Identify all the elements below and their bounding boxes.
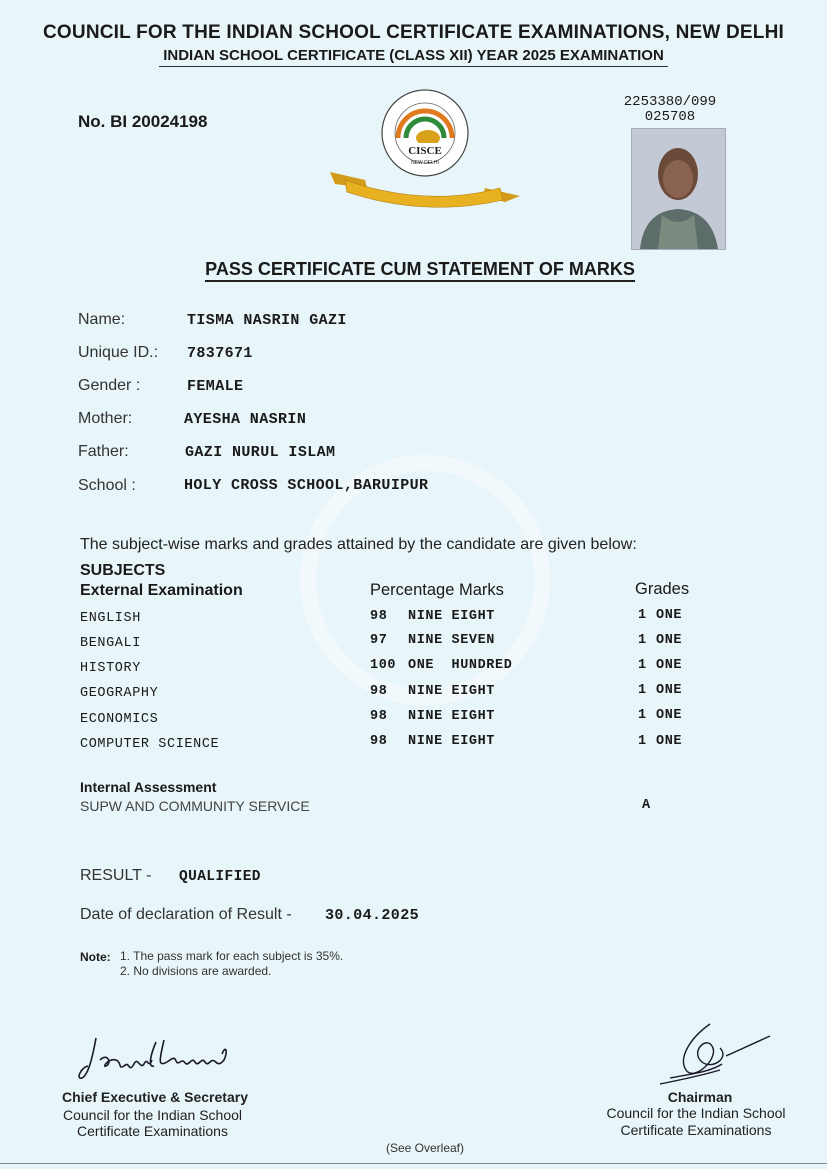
unique-id-value: 7837671: [187, 345, 253, 362]
internal-subject: SUPW AND COMMUNITY SERVICE: [80, 798, 310, 814]
subjects-header: SUBJECTS: [80, 562, 166, 579]
father-name: GAZI NURUL ISLAM: [185, 444, 336, 461]
grade-words: ONE: [656, 708, 683, 723]
candidate-name: TISMA NASRIN GAZI: [187, 312, 347, 329]
candidate-photo: [631, 128, 726, 250]
certificate-number: No. BI 20024198: [78, 112, 208, 131]
grade-words: ONE: [656, 658, 683, 673]
cisce-logo-icon: [325, 88, 525, 218]
marks-value: 97: [370, 633, 388, 648]
external-exam-header: External Examination: [80, 582, 243, 599]
marks-value: 98: [370, 734, 388, 749]
grade-words: ONE: [656, 633, 683, 648]
chief-executive-signature: [78, 1030, 238, 1090]
internal-assessment-header: Internal Assessment: [80, 779, 217, 795]
internal-grade: A: [642, 798, 651, 813]
handwritten-signature-icon: [650, 1018, 780, 1090]
chairman-org-line1: Council for the Indian School: [606, 1105, 786, 1121]
grade-value: 1: [638, 608, 647, 623]
chairman-signature: [650, 1018, 780, 1095]
chief-executive-title: Chief Executive & Secretary: [62, 1089, 248, 1105]
reference-line-2: 025708: [644, 109, 696, 125]
gender-label: Gender :: [78, 377, 141, 394]
gender-value: FEMALE: [187, 378, 244, 395]
mother-label: Mother:: [78, 410, 133, 427]
subject-name: BENGALI: [80, 636, 141, 651]
marks-value: 100: [370, 658, 397, 673]
declaration-date: 30.04.2025: [325, 907, 420, 924]
certificate-title: PASS CERTIFICATE CUM STATEMENT OF MARKS: [0, 259, 827, 280]
chief-executive-org-line2: Certificate Examinations: [77, 1123, 228, 1139]
grade-words: ONE: [656, 734, 683, 749]
grades-header: Grades: [635, 580, 690, 598]
marks-intro: The subject-wise marks and grades attained by the candidate are given below:: [80, 536, 637, 553]
cisce-logo: [325, 88, 525, 218]
name-label: Name:: [78, 311, 126, 328]
subject-name: ECONOMICS: [80, 712, 159, 727]
exam-heading: INDIAN SCHOOL CERTIFICATE (CLASS XII) YEAR 2025 EXAMINATION: [0, 47, 827, 64]
reference-line-1: 2253380/099: [623, 94, 717, 110]
chairman-org-line2: Certificate Examinations: [620, 1122, 772, 1138]
reference-number: [600, 95, 740, 125]
declaration-label: Date of declaration of Result -: [80, 906, 292, 923]
school-name: HOLY CROSS SCHOOL,BARUIPUR: [184, 477, 429, 494]
handwritten-signature-icon: [78, 1030, 238, 1085]
marks-words: NINE EIGHT: [408, 684, 496, 699]
marks-words: NINE EIGHT: [408, 709, 496, 724]
note-label: Note:: [80, 950, 111, 964]
grade-words: ONE: [656, 683, 683, 698]
bottom-rule: [0, 1163, 827, 1164]
marks-value: 98: [370, 684, 388, 699]
percentage-marks-header: Percentage Marks: [370, 581, 504, 599]
subject-name: COMPUTER SCIENCE: [80, 737, 220, 752]
marks-value: 98: [370, 709, 388, 724]
marks-words: ONE HUNDRED: [408, 658, 513, 673]
grade-words: ONE: [656, 608, 683, 623]
result-label: RESULT -: [80, 867, 152, 884]
father-label: Father:: [78, 443, 129, 460]
school-label: School :: [78, 477, 136, 494]
note-2: 2. No divisions are awarded.: [120, 964, 272, 978]
svg-text:CISCE: CISCE: [408, 145, 442, 157]
grade-value: 1: [638, 658, 647, 673]
grade-value: 1: [638, 633, 647, 648]
chief-executive-org-line1: Council for the Indian School: [63, 1107, 242, 1123]
council-heading: COUNCIL FOR THE INDIAN SCHOOL CERTIFICATE EXAMINATIONS, NEW DELHI: [43, 22, 784, 43]
marks-words: NINE SEVEN: [408, 633, 496, 648]
chairman-title: Chairman: [667, 1089, 733, 1105]
subject-name: HISTORY: [80, 661, 141, 676]
see-overleaf-note: (See Overleaf): [385, 1141, 465, 1155]
marks-value: 98: [370, 609, 388, 624]
subject-name: GEOGRAPHY: [80, 686, 159, 701]
person-icon: [632, 129, 725, 249]
grade-value: 1: [638, 683, 647, 698]
result-value: QUALIFIED: [179, 869, 261, 885]
grade-value: 1: [638, 734, 647, 749]
marks-words: NINE EIGHT: [408, 609, 496, 624]
unique-id-label: Unique ID.:: [78, 344, 159, 361]
subject-name: ENGLISH: [80, 611, 141, 626]
note-1: 1. The pass mark for each subject is 35%.: [120, 949, 344, 963]
grade-value: 1: [638, 708, 647, 723]
marks-words: NINE EIGHT: [408, 734, 496, 749]
mother-name: AYESHA NASRIN: [184, 411, 307, 428]
svg-text:NEW DELHI: NEW DELHI: [411, 160, 439, 166]
